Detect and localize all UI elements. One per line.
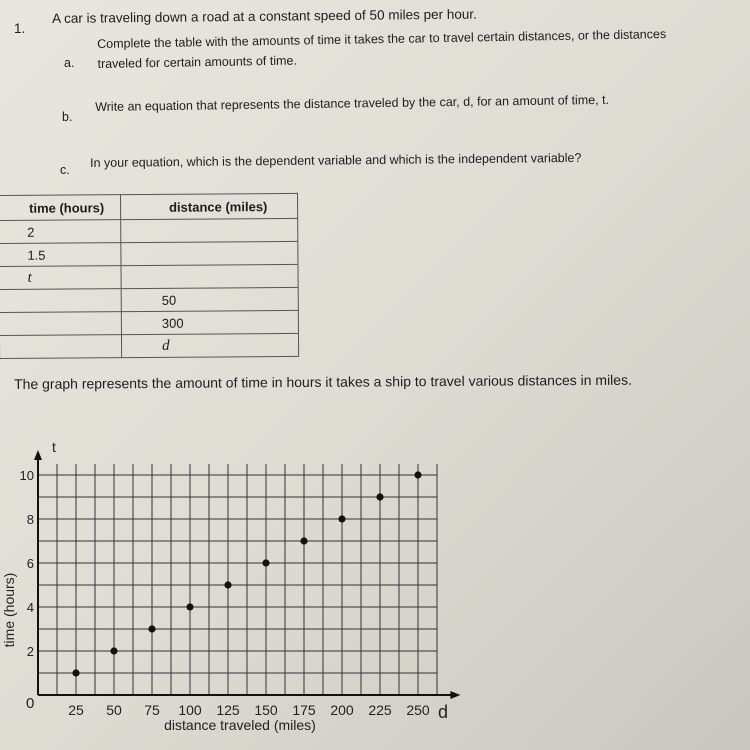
table-row: [0, 264, 298, 289]
graph-ticks: [20, 468, 430, 718]
table-row: [0, 333, 299, 358]
data-point: [186, 603, 193, 610]
data-point: [224, 581, 231, 588]
data-point: [376, 493, 383, 500]
table-row: [0, 241, 298, 266]
table-header-time: time (hours): [0, 195, 121, 221]
origin-label: 0: [26, 695, 35, 712]
part-a-text: Complete the table with the amounts of time it takes the car to travel certain distances, or the distances traveled for certain amounts of time.: [97, 27, 667, 71]
part-c-text: In your equation, which is the dependent variable and which is the independent variable?: [90, 150, 582, 170]
data-point: [110, 647, 117, 654]
part-a-label: a.: [64, 56, 75, 70]
x-axis-label: distance traveled (miles): [164, 717, 316, 733]
x-axis-arrow: [450, 691, 460, 699]
x-tick-label: 50: [106, 702, 122, 718]
x-tick-label: 25: [68, 702, 84, 718]
y-tick-label: 8: [26, 512, 34, 527]
time-distance-table: [0, 193, 299, 359]
table-cell[interactable]: 1.5: [0, 243, 121, 267]
table-cell[interactable]: 300: [121, 310, 298, 334]
table-header-row: [0, 193, 298, 220]
table-cell[interactable]: 50: [121, 287, 298, 311]
table-cell[interactable]: 2: [0, 220, 121, 244]
y-axis-arrow: [34, 450, 42, 460]
ship-time-distance-graph: [0, 430, 750, 750]
x-tick-label: 75: [144, 702, 160, 718]
x-tick-label: 200: [330, 702, 354, 718]
table-cell[interactable]: t: [0, 266, 121, 290]
data-point: [262, 559, 269, 566]
table-row: [0, 310, 298, 335]
table-header-distance: distance (miles): [121, 193, 298, 219]
part-c-label: c.: [60, 163, 70, 177]
table-cell[interactable]: [0, 289, 121, 313]
data-point: [300, 537, 307, 544]
x-tick-label: 100: [178, 702, 202, 718]
table-cell[interactable]: [0, 312, 121, 336]
part-b-label: b.: [62, 110, 73, 124]
table-cell[interactable]: [0, 335, 122, 359]
y-tick-label: 4: [26, 600, 34, 615]
y-axis-var: t: [52, 439, 56, 455]
x-tick-label: 175: [292, 702, 316, 718]
table-cell[interactable]: [121, 218, 298, 242]
x-tick-label: 225: [368, 702, 392, 718]
x-tick-label: 150: [254, 702, 278, 718]
y-tick-label: 6: [26, 556, 34, 571]
x-axis-var: d: [438, 702, 449, 722]
table-cell[interactable]: [121, 264, 298, 288]
part-b-text: Write an equation that represents the distance traveled by the car, d, for an amount of time, t.: [95, 92, 610, 114]
x-tick-label: 250: [406, 702, 430, 718]
x-tick-label: 125: [216, 702, 240, 718]
data-point: [72, 669, 79, 676]
table-cell[interactable]: [121, 241, 298, 265]
y-tick-label: 2: [26, 644, 34, 659]
data-point: [148, 625, 155, 632]
y-tick-label: 10: [19, 468, 34, 483]
table-row: [0, 287, 298, 312]
question-number: 1.: [14, 21, 26, 36]
question-text: A car is traveling down a road at a constant speed of 50 miles per hour.: [52, 6, 477, 26]
data-point: [338, 515, 345, 522]
graph-intro-text: The graph represents the amount of time in hours it takes a ship to travel various distances in miles.: [14, 371, 632, 392]
table-row: [0, 218, 298, 243]
table-cell[interactable]: d: [121, 333, 298, 357]
data-point: [414, 471, 421, 478]
y-axis-label: time (hours): [1, 572, 17, 648]
